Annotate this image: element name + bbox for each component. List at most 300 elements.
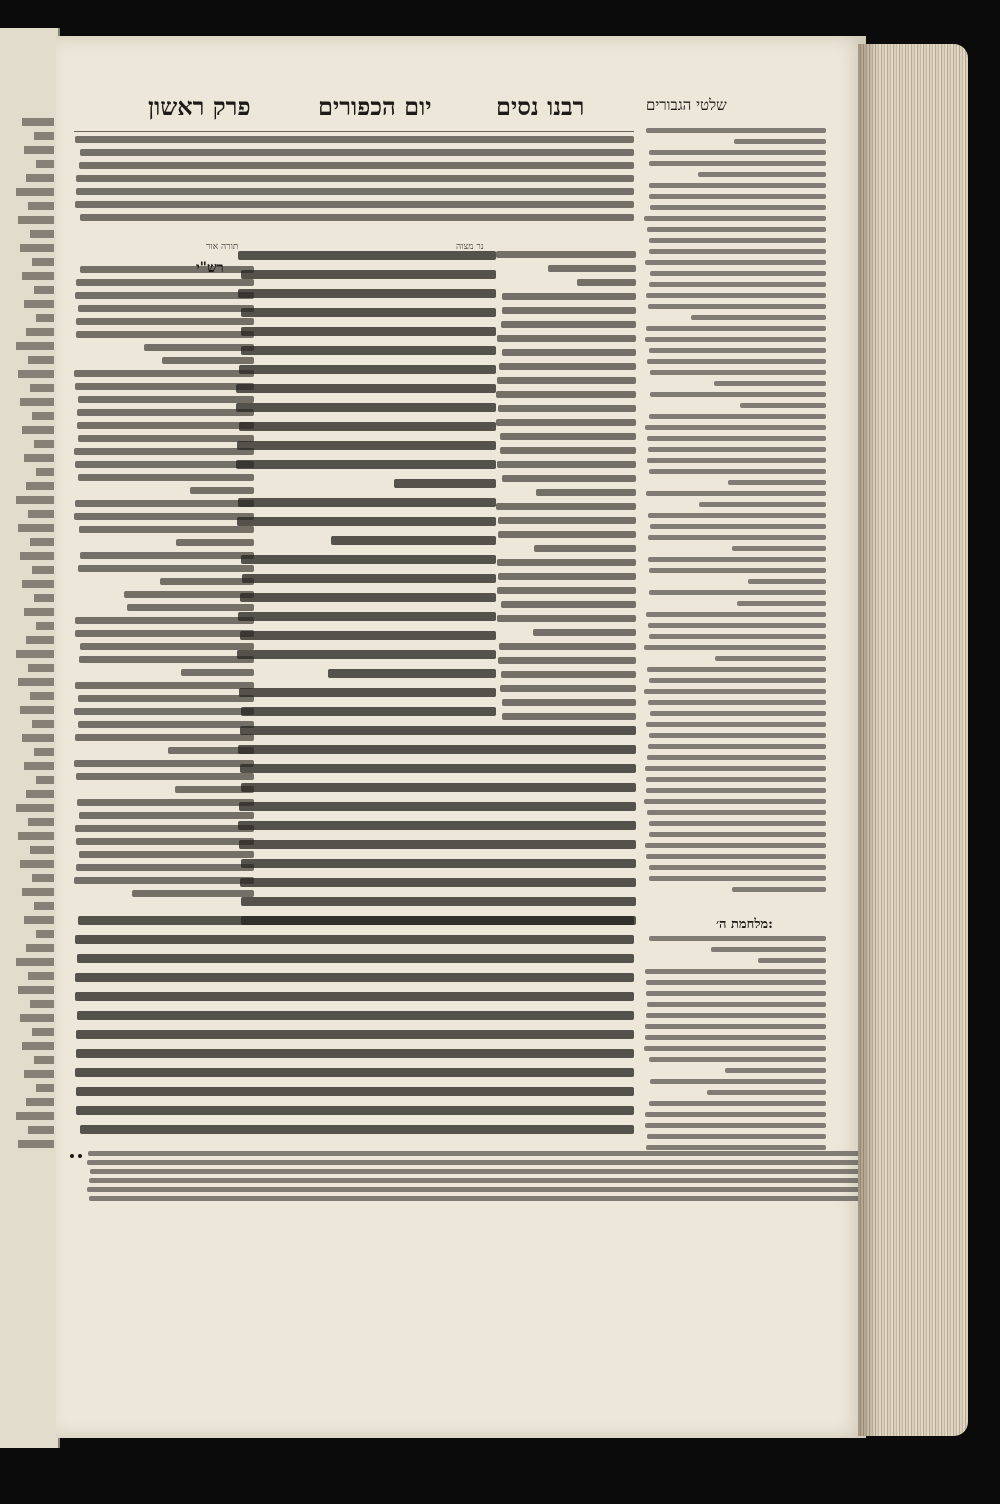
text-line (646, 1013, 826, 1018)
text-line (648, 535, 826, 540)
text-line (240, 631, 496, 640)
text-line (649, 238, 826, 243)
text-line (645, 337, 826, 342)
text-line (650, 271, 826, 276)
text-line (647, 1134, 826, 1139)
previous-page-text-line (36, 468, 54, 476)
previous-page-text-line (32, 1028, 54, 1036)
text-line (241, 346, 496, 355)
previous-page-text-line (18, 216, 54, 224)
previous-page-text-line (18, 678, 54, 686)
text-line (80, 552, 254, 559)
text-line (649, 161, 826, 166)
previous-page-text-line (24, 916, 54, 924)
top-commentary-block (74, 136, 634, 228)
text-line (76, 1030, 634, 1039)
text-line (649, 469, 826, 474)
footnotes-block (86, 1151, 866, 1211)
text-line (240, 878, 636, 887)
text-line (645, 766, 826, 771)
text-line (331, 536, 496, 545)
text-line (646, 128, 826, 133)
previous-page-text-line (34, 594, 54, 602)
text-line (644, 689, 826, 694)
text-line (648, 557, 826, 562)
text-line (500, 433, 636, 440)
text-line (75, 682, 254, 689)
text-line (496, 391, 636, 398)
text-line (647, 458, 826, 463)
text-line (74, 448, 254, 455)
text-line (77, 1011, 634, 1020)
previous-page-text-line (26, 328, 54, 336)
text-line (649, 821, 826, 826)
text-line (80, 643, 254, 650)
text-line (75, 935, 634, 944)
text-line (497, 615, 636, 622)
text-line (647, 359, 826, 364)
ner-mitzvah-tag: נר מצוה (456, 242, 484, 252)
previous-page-text-line (28, 202, 54, 210)
text-line (394, 479, 496, 488)
previous-page-text-line (18, 524, 54, 532)
text-line (127, 604, 254, 611)
text-line (650, 1079, 826, 1084)
text-line (240, 593, 496, 602)
text-line (646, 991, 826, 996)
text-line (78, 695, 254, 702)
previous-page-text-line (26, 944, 54, 952)
text-line (646, 777, 826, 782)
text-line (648, 623, 826, 628)
previous-page-text-line (20, 552, 54, 560)
text-line (76, 864, 254, 871)
text-line (649, 832, 826, 837)
text-line (715, 656, 826, 661)
text-line (647, 755, 826, 760)
previous-page-text-line (16, 342, 54, 350)
text-line (90, 1169, 866, 1174)
book-page (56, 36, 866, 1438)
text-line (500, 447, 636, 454)
previous-page-text-line (26, 636, 54, 644)
text-line (646, 326, 826, 331)
text-line (647, 810, 826, 815)
text-line (74, 708, 254, 715)
previous-page-text-line (24, 762, 54, 770)
text-line (649, 634, 826, 639)
previous-page-text-line (22, 580, 54, 588)
previous-page-text-line (16, 804, 54, 812)
text-line (502, 713, 636, 720)
page-edge-shadow (858, 44, 878, 1436)
previous-page-text-line (36, 930, 54, 938)
previous-page-text-line (34, 902, 54, 910)
previous-page-text-line (26, 1098, 54, 1106)
header-chapter: פרק ראשון (148, 92, 251, 121)
text-line (87, 1160, 866, 1165)
previous-page-text-line (32, 412, 54, 420)
header-tractate: יום הכפורים (318, 92, 432, 121)
text-line (75, 825, 254, 832)
text-line (89, 1196, 866, 1201)
previous-page-text-line (24, 1070, 54, 1078)
previous-page-text-line (28, 1126, 54, 1134)
text-line (501, 601, 636, 608)
text-line (725, 1068, 826, 1073)
previous-page-text-line (18, 1140, 54, 1148)
text-line (648, 700, 826, 705)
text-line (499, 643, 636, 650)
text-line (645, 969, 826, 974)
previous-page-text-line (20, 860, 54, 868)
previous-page-text-line (26, 482, 54, 490)
text-line (707, 1090, 826, 1095)
text-line (241, 327, 496, 336)
text-line (496, 503, 636, 510)
text-line (497, 587, 636, 594)
previous-page-text-line (34, 748, 54, 756)
text-line (75, 201, 634, 208)
text-line (80, 149, 634, 156)
text-line (698, 172, 826, 177)
previous-page-text-line (30, 538, 54, 546)
gemara-bottom-block (74, 916, 634, 1136)
previous-page-text-line (26, 174, 54, 182)
text-line (577, 279, 636, 286)
text-line (647, 227, 826, 232)
text-line (646, 293, 826, 298)
text-line (76, 188, 634, 195)
text-line (75, 992, 634, 1001)
text-line (75, 136, 634, 143)
previous-page-text-line (36, 1084, 54, 1092)
text-line (648, 304, 826, 309)
text-line (237, 441, 496, 450)
text-line (78, 721, 254, 728)
text-line (75, 630, 254, 637)
previous-page-text-line (20, 244, 54, 252)
previous-page-text-line (30, 384, 54, 392)
text-line (75, 461, 254, 468)
text-line (75, 973, 634, 982)
previous-page-text-line (22, 734, 54, 742)
previous-page-text-line (34, 132, 54, 140)
text-line (238, 745, 636, 754)
text-line (89, 1178, 866, 1183)
previous-page-text-line (32, 720, 54, 728)
text-line (239, 802, 636, 811)
text-line (76, 1106, 634, 1115)
text-line (648, 744, 826, 749)
text-line (644, 1046, 826, 1051)
text-line (646, 722, 826, 727)
text-line (74, 877, 254, 884)
text-line (498, 517, 636, 524)
text-line (548, 265, 636, 272)
previous-page-text-line (20, 1014, 54, 1022)
text-line (76, 279, 254, 286)
previous-page-text-line (30, 230, 54, 238)
text-line (328, 669, 496, 678)
previous-page-text-line (32, 566, 54, 574)
text-line (240, 764, 636, 773)
text-line (645, 1024, 826, 1029)
text-line (79, 526, 254, 533)
text-line (498, 657, 636, 664)
text-line (650, 205, 826, 210)
text-line (496, 251, 636, 258)
text-line (242, 574, 496, 583)
text-line (78, 565, 254, 572)
page-mark (70, 1154, 74, 1158)
text-line (646, 854, 826, 859)
text-line (75, 383, 254, 390)
text-line (241, 555, 496, 564)
text-line (241, 270, 496, 279)
text-line (728, 480, 826, 485)
text-line (498, 531, 636, 538)
previous-page-text-line (34, 286, 54, 294)
previous-page-text-line (16, 496, 54, 504)
previous-page-text-line (30, 692, 54, 700)
text-line (236, 384, 496, 393)
text-line (649, 414, 826, 419)
text-line (748, 579, 826, 584)
text-line (502, 475, 636, 482)
text-line (645, 1112, 826, 1117)
previous-page-text-line (26, 790, 54, 798)
previous-page-text-line (22, 118, 54, 126)
text-line (650, 524, 826, 529)
text-line (732, 546, 826, 551)
text-line (77, 422, 254, 429)
text-line (533, 629, 636, 636)
text-line (645, 843, 826, 848)
text-line (646, 980, 826, 985)
text-line (649, 865, 826, 870)
previous-page-text-line (24, 608, 54, 616)
text-line (499, 363, 636, 370)
text-line (76, 838, 254, 845)
text-line (644, 645, 826, 650)
text-line (496, 419, 636, 426)
previous-page-text-line (16, 1112, 54, 1120)
text-line (237, 517, 496, 526)
text-line (645, 1035, 826, 1040)
previous-page-text-line (20, 706, 54, 714)
previous-page-text-line (34, 1056, 54, 1064)
text-line (75, 500, 254, 507)
text-line (650, 711, 826, 716)
text-line (78, 396, 254, 403)
previous-page-text-line (36, 776, 54, 784)
text-line (239, 688, 496, 697)
previous-page-text-line (34, 440, 54, 448)
previous-page-text-line (28, 818, 54, 826)
previous-page-text-line (16, 188, 54, 196)
previous-page-text-line (28, 510, 54, 518)
text-line (649, 678, 826, 683)
text-line (77, 799, 254, 806)
text-line (76, 331, 254, 338)
text-line (536, 489, 636, 496)
text-line (241, 859, 636, 868)
text-line (241, 308, 496, 317)
previous-page-text-line (28, 972, 54, 980)
text-line (647, 1002, 826, 1007)
previous-page-text-line (36, 314, 54, 322)
text-line (649, 194, 826, 199)
text-line (646, 1145, 826, 1150)
text-line (75, 292, 254, 299)
text-line (76, 318, 254, 325)
previous-page-text-line (18, 986, 54, 994)
text-line (78, 435, 254, 442)
text-line (649, 183, 826, 188)
previous-page-text-line (22, 426, 54, 434)
text-line (239, 840, 636, 849)
previous-page-text-line (28, 356, 54, 364)
text-line (649, 936, 826, 941)
gemara-column (236, 251, 496, 721)
text-line (238, 498, 496, 507)
text-line (79, 812, 254, 819)
shiltei-column (644, 128, 826, 898)
previous-page-text-line (16, 650, 54, 658)
text-line (241, 783, 636, 792)
header-author: רבנו נסים (496, 92, 585, 121)
text-line (647, 667, 826, 672)
text-line (497, 461, 636, 468)
text-line (649, 249, 826, 254)
text-line (74, 370, 254, 377)
text-line (87, 1187, 866, 1192)
rashi-column (74, 266, 254, 906)
previous-page-text-line (24, 300, 54, 308)
text-line (124, 591, 254, 598)
text-line (236, 403, 496, 412)
text-line (239, 422, 496, 431)
text-line (650, 392, 826, 397)
text-line (502, 349, 636, 356)
text-line (534, 545, 636, 552)
text-line (650, 370, 826, 375)
text-line (76, 1049, 634, 1058)
previous-page-text-line (20, 398, 54, 406)
previous-page-text-line (36, 622, 54, 630)
text-line (80, 214, 634, 221)
milchemet-heading: מלחמת ה׳: (716, 917, 773, 932)
previous-page-text-line (32, 258, 54, 266)
text-line (649, 282, 826, 287)
previous-page-text-line (36, 160, 54, 168)
text-line (645, 425, 826, 430)
rashi-heading: רש"י (196, 260, 224, 276)
page-mark (78, 1154, 82, 1158)
text-line (644, 799, 826, 804)
text-line (501, 321, 636, 328)
text-line (649, 1057, 826, 1062)
text-line (648, 513, 826, 518)
text-line (76, 1087, 634, 1096)
text-line (236, 460, 496, 469)
text-line (74, 513, 254, 520)
text-line (239, 365, 496, 374)
text-line (237, 650, 496, 659)
header-rule (74, 131, 634, 132)
text-line (646, 612, 826, 617)
text-line (79, 656, 254, 663)
text-line (649, 590, 826, 595)
text-line (649, 568, 826, 573)
previous-page-edge (0, 28, 60, 1448)
previous-page-text-line (28, 664, 54, 672)
text-line (77, 409, 254, 416)
text-line (714, 381, 826, 386)
text-line (80, 266, 254, 273)
text-line (500, 685, 636, 692)
text-line (502, 293, 636, 300)
text-line (498, 573, 636, 580)
text-line (238, 821, 636, 830)
gemara-wide-block (236, 726, 636, 926)
header-side-title: שלטי הגבורים (646, 96, 727, 114)
text-line (78, 474, 254, 481)
text-line (711, 947, 826, 952)
text-line (646, 788, 826, 793)
ran-inner-column (496, 251, 636, 721)
previous-page-text-line (30, 1000, 54, 1008)
text-line (644, 216, 826, 221)
text-line (648, 447, 826, 452)
text-line (238, 612, 496, 621)
text-line (497, 559, 636, 566)
text-line (734, 139, 826, 144)
text-line (498, 405, 636, 412)
previous-page-text-line (24, 146, 54, 154)
previous-page-text-line (24, 454, 54, 462)
text-line (79, 851, 254, 858)
text-line (75, 1068, 634, 1077)
text-line (75, 734, 254, 741)
text-line (502, 699, 636, 706)
text-line (740, 403, 826, 408)
previous-page-text-line (22, 888, 54, 896)
previous-page-text-line (18, 832, 54, 840)
text-line (241, 897, 636, 906)
text-line (649, 733, 826, 738)
previous-page-text-line (16, 958, 54, 966)
text-line (645, 260, 826, 265)
text-line (497, 377, 636, 384)
text-line (497, 335, 636, 342)
text-line (80, 1125, 634, 1134)
text-line (76, 773, 254, 780)
previous-page-text-line (18, 370, 54, 378)
text-line (238, 289, 496, 298)
text-line (77, 954, 634, 963)
text-line (645, 1123, 826, 1128)
text-line (240, 726, 636, 735)
text-line (649, 150, 826, 155)
text-line (737, 601, 826, 606)
text-line (647, 436, 826, 441)
milchemet-column (644, 936, 826, 1156)
text-line (691, 315, 826, 320)
previous-page-text-line (22, 272, 54, 280)
previous-page-text-line (30, 846, 54, 854)
